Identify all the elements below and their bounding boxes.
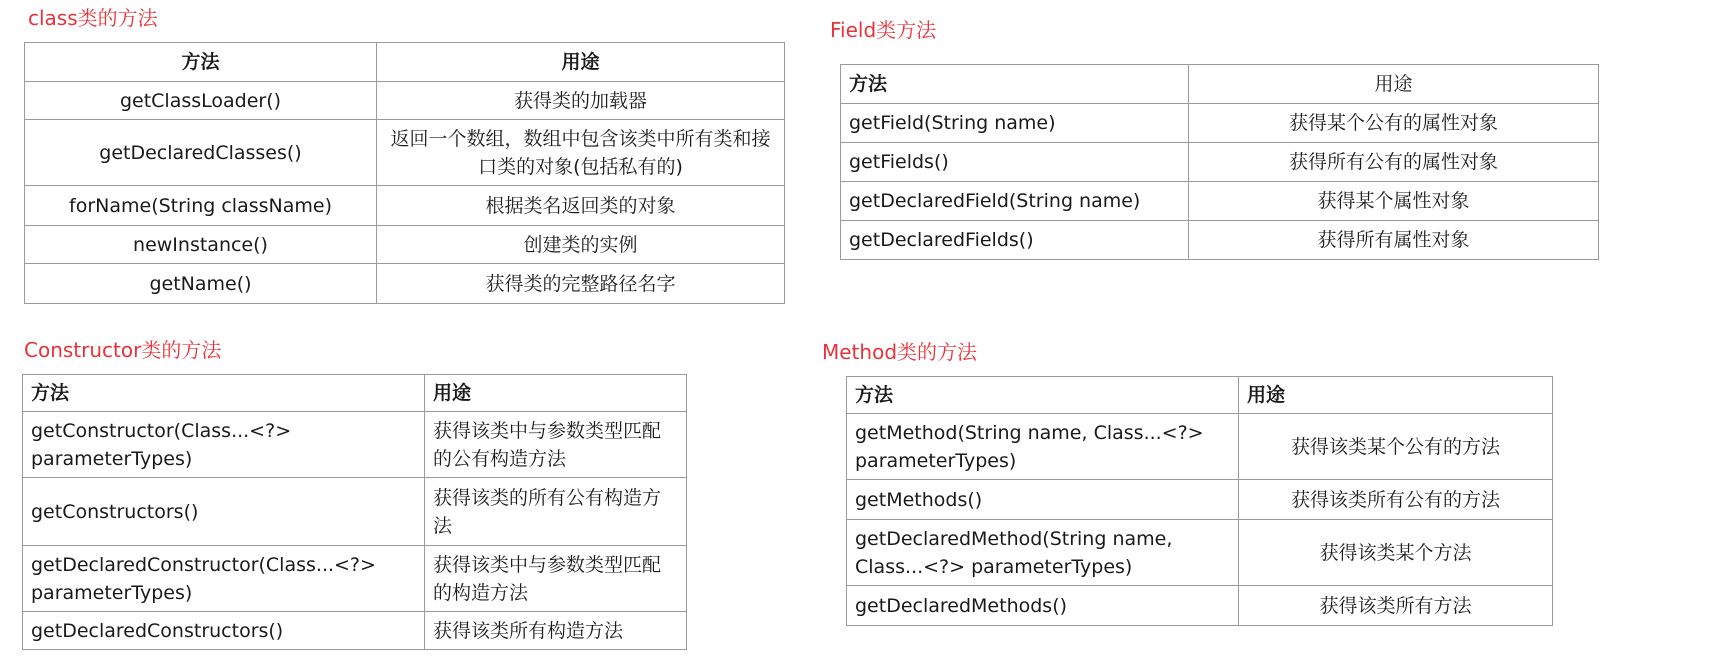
table-header-row bbox=[841, 65, 1599, 104]
header-method: 方法 bbox=[847, 377, 1239, 414]
table-row bbox=[25, 82, 785, 120]
method-cell: getMethods() bbox=[847, 480, 1239, 520]
table-row bbox=[25, 120, 785, 186]
method-cell: forName(String className) bbox=[25, 186, 377, 226]
method-cell: getDeclaredConstructors() bbox=[23, 612, 425, 650]
purpose-cell: 获得该类某个方法 bbox=[1239, 520, 1553, 586]
method-cell: getConstructor(Class...<?> parameterTypes) bbox=[23, 412, 425, 478]
method-cell: getField(String name) bbox=[841, 104, 1189, 143]
purpose-cell: 获得某个属性对象 bbox=[1189, 182, 1599, 221]
table-header-row bbox=[23, 375, 687, 412]
purpose-cell: 获得该类所有方法 bbox=[1239, 586, 1553, 626]
header-method: 方法 bbox=[25, 43, 377, 82]
constructor-methods-title: Constructor类的方法 bbox=[24, 338, 222, 362]
header-method: 方法 bbox=[841, 65, 1189, 104]
purpose-cell: 获得所有公有的属性对象 bbox=[1189, 143, 1599, 182]
table-row bbox=[847, 414, 1553, 480]
method-cell: getFields() bbox=[841, 143, 1189, 182]
method-cell: getConstructors() bbox=[23, 478, 425, 546]
table-row bbox=[847, 520, 1553, 586]
purpose-cell: 获得该类所有构造方法 bbox=[425, 612, 687, 650]
method-cell: getDeclaredMethods() bbox=[847, 586, 1239, 626]
field-methods-table bbox=[840, 64, 1599, 260]
table-row bbox=[25, 186, 785, 226]
method-cell: getMethod(String name, Class...<?> parameterTypes) bbox=[847, 414, 1239, 480]
table-row bbox=[847, 586, 1553, 626]
purpose-cell: 获得某个公有的属性对象 bbox=[1189, 104, 1599, 143]
header-purpose: 用途 bbox=[1239, 377, 1553, 414]
table-row bbox=[25, 226, 785, 264]
table-row bbox=[841, 221, 1599, 260]
table-row bbox=[841, 104, 1599, 143]
purpose-cell: 返回一个数组，数组中包含该类中所有类和接口类的对象(包括私有的) bbox=[377, 120, 785, 186]
purpose-cell: 获得该类中与参数类型匹配的公有构造方法 bbox=[425, 412, 687, 478]
header-purpose: 用途 bbox=[425, 375, 687, 412]
method-methods-title: Method类的方法 bbox=[822, 340, 978, 364]
class-methods-title: class类的方法 bbox=[28, 6, 158, 30]
purpose-cell: 获得该类的所有公有构造方法 bbox=[425, 478, 687, 546]
class-methods-table bbox=[24, 42, 785, 304]
table-row bbox=[847, 480, 1553, 520]
method-cell: newInstance() bbox=[25, 226, 377, 264]
table-row bbox=[23, 546, 687, 612]
method-methods-table bbox=[846, 376, 1553, 626]
method-cell: getClassLoader() bbox=[25, 82, 377, 120]
purpose-cell: 获得类的完整路径名字 bbox=[377, 264, 785, 304]
method-cell: getDeclaredFields() bbox=[841, 221, 1189, 260]
purpose-cell: 获得该类所有公有的方法 bbox=[1239, 480, 1553, 520]
method-cell: getDeclaredField(String name) bbox=[841, 182, 1189, 221]
header-purpose: 用途 bbox=[1189, 65, 1599, 104]
table-header-row bbox=[847, 377, 1553, 414]
table-row bbox=[23, 412, 687, 478]
purpose-cell: 获得该类某个公有的方法 bbox=[1239, 414, 1553, 480]
table-row bbox=[23, 478, 687, 546]
purpose-cell: 根据类名返回类的对象 bbox=[377, 186, 785, 226]
method-cell: getDeclaredConstructor(Class...<?> parameterTypes) bbox=[23, 546, 425, 612]
purpose-cell: 创建类的实例 bbox=[377, 226, 785, 264]
purpose-cell: 获得该类中与参数类型匹配的构造方法 bbox=[425, 546, 687, 612]
method-cell: getDeclaredMethod(String name, Class...<?> parameterTypes) bbox=[847, 520, 1239, 586]
header-purpose: 用途 bbox=[377, 43, 785, 82]
header-method: 方法 bbox=[23, 375, 425, 412]
purpose-cell: 获得所有属性对象 bbox=[1189, 221, 1599, 260]
table-header-row bbox=[25, 43, 785, 82]
constructor-methods-table bbox=[22, 374, 687, 650]
table-row bbox=[25, 264, 785, 304]
table-row bbox=[23, 612, 687, 650]
method-cell: getDeclaredClasses() bbox=[25, 120, 377, 186]
purpose-cell: 获得类的加载器 bbox=[377, 82, 785, 120]
table-row bbox=[841, 182, 1599, 221]
table-row bbox=[841, 143, 1599, 182]
method-cell: getName() bbox=[25, 264, 377, 304]
field-methods-title: Field类方法 bbox=[830, 18, 937, 42]
